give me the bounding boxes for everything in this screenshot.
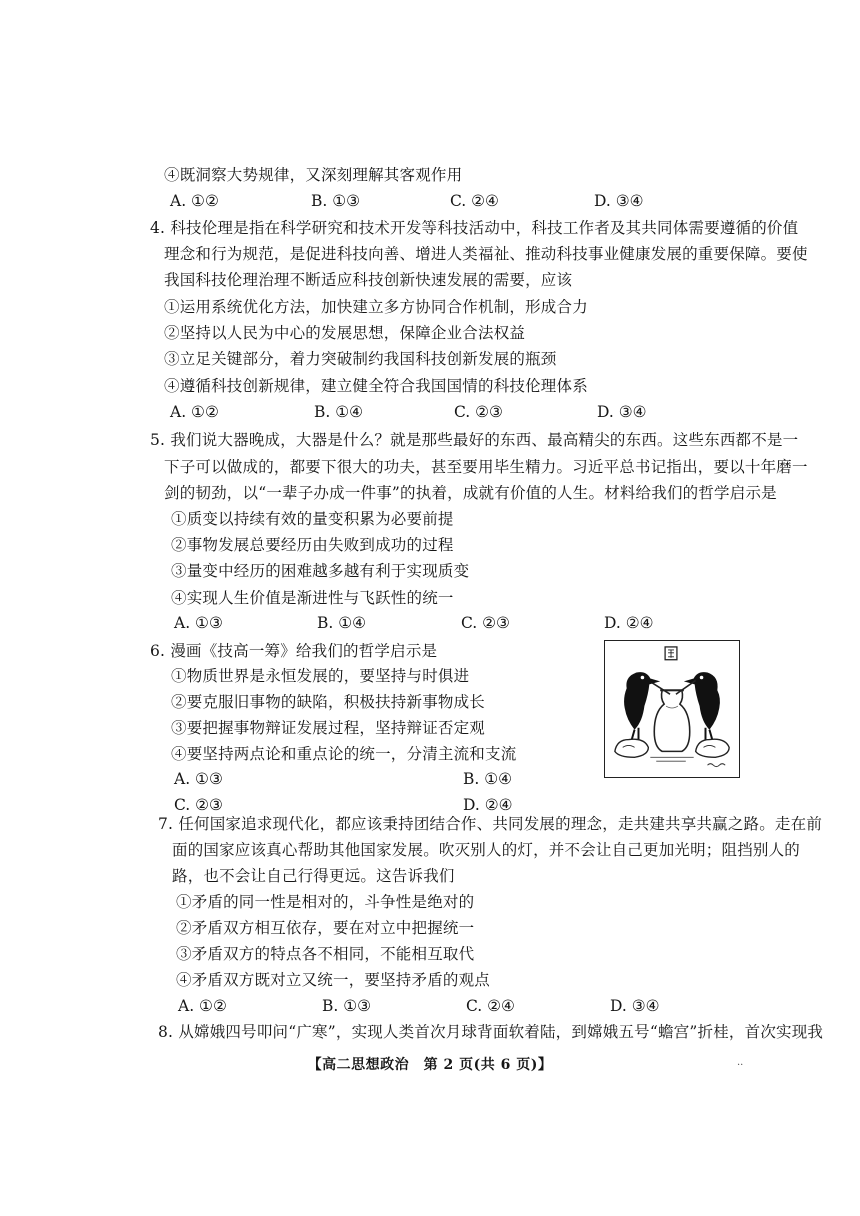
- q6-option-a: A. ①③: [174, 770, 223, 788]
- q4-item-4: ④遵循科技创新规律，建立健全符合我国国情的科技伦理体系: [164, 377, 588, 395]
- q6-item-3: ③要把握事物辩证发展过程，坚持辩证否定观: [171, 719, 486, 737]
- q4-option-c: C. ②③: [454, 403, 503, 421]
- q3-option-c: C. ②④: [450, 192, 499, 210]
- q5-item-3: ③量变中经历的困难越多越有利于实现质变: [171, 562, 470, 580]
- q5-option-d: D. ②④: [604, 614, 654, 632]
- q5-stem-line-3: 剑的韧劲，以“一辈子办成一件事”的执着，成就有价值的人生。材料给我们的哲学启示是: [164, 484, 777, 502]
- q4-stem-line-1: 4. 科技伦理是指在科学研究和技术开发等科技活动中，科技工作者及其共同体需要遵循的价值: [150, 219, 799, 237]
- q6-option-c: C. ②③: [174, 796, 223, 814]
- q6-stem: 6. 漫画《技高一筹》给我们的哲学启示是: [150, 642, 438, 660]
- q3-option-d: D. ③④: [594, 192, 644, 210]
- q3-option-a: A. ①②: [170, 192, 219, 210]
- q7-stem-line-3: 路，也不会让自己行得更远。这告诉我们: [172, 867, 455, 885]
- q3-option-b: B. ①③: [311, 192, 361, 210]
- q5-item-4: ④实现人生价值是渐进性与飞跃性的统一: [171, 589, 454, 607]
- q6-item-2: ②要克服旧事物的缺陷，积极扶持新事物成长: [171, 693, 486, 711]
- q7-option-c: C. ②④: [466, 997, 515, 1015]
- q6-option-d: D. ②④: [463, 796, 513, 814]
- scan-speck: ··: [737, 1060, 744, 1071]
- q4-item-2: ②坚持以人民为中心的发展思想，保障企业合法权益: [164, 324, 526, 342]
- q5-stem-line-1: 5. 我们说大器晚成，大器是什么？就是那些最好的东西、最高精尖的东西。这些东西都不是一: [150, 431, 799, 449]
- q4-option-d: D. ③④: [597, 403, 647, 421]
- q7-item-2: ②矛盾双方相互依存，要在对立中把握统一: [176, 919, 475, 937]
- q6-option-b: B. ①④: [463, 770, 513, 788]
- q7-item-3: ③矛盾双方的特点各不相同，不能相互取代: [176, 945, 475, 963]
- q7-item-1: ①矛盾的同一性是相对的，斗争性是绝对的: [176, 893, 475, 911]
- q5-stem-line-2: 下子可以做成的，都要下很大的功夫，甚至要用毕生精力。习近平总书记指出，要以十年磨一: [164, 458, 808, 476]
- q4-stem-line-3: 我国科技伦理治理不断适应科技创新快速发展的需要，应该: [164, 271, 573, 289]
- q4-option-a: A. ①②: [170, 403, 219, 421]
- q4-item-1: ①运用系统优化方法，加快建立多方协同合作机制，形成合力: [164, 298, 588, 316]
- q6-item-4: ④要坚持两点论和重点论的统一，分清主流和支流: [171, 745, 517, 763]
- page-footer: 【高二思想政治 第 2 页(共 6 页)】: [307, 1057, 553, 1073]
- q4-item-3: ③立足关键部分，着力突破制约我国科技创新发展的瓶颈: [164, 350, 557, 368]
- q5-item-2: ②事物发展总要经历由失败到成功的过程: [171, 536, 454, 554]
- q6-item-1: ①物质世界是永恒发展的，要坚持与时俱进: [171, 667, 470, 685]
- q7-stem-line-2: 面的国家应该真心帮助其他国家发展。吹灭别人的灯，并不会让自己更加光明；阻挡别人的: [172, 841, 801, 859]
- q4-stem-line-2: 理念和行为规范，是促进科技向善、增进人类福祉、推动科技事业健康发展的重要保障。要使: [164, 245, 808, 263]
- q7-option-d: D. ③④: [610, 997, 660, 1015]
- q4-option-b: B. ①④: [314, 403, 364, 421]
- q3-item-4: ④既洞察大势规律，又深刻理解其客观作用: [164, 166, 463, 184]
- q5-option-b: B. ①④: [317, 614, 367, 632]
- two-crows-vase-cartoon-icon: [604, 640, 740, 778]
- q5-option-c: C. ②③: [461, 614, 510, 632]
- q8-stem: 8. 从嫦娥四号叩问“广寒”，实现人类首次月球背面软着陆，到嫦娥五号“蟾宫”折桂，首次实现我: [158, 1023, 824, 1041]
- q7-stem-line-1: 7. 任何国家追求现代化，都应该秉持团结合作、共同发展的理念，走共建共享共赢之路。走在前: [158, 815, 823, 833]
- q7-option-a: A. ①②: [178, 997, 227, 1015]
- q7-option-b: B. ①③: [322, 997, 372, 1015]
- q5-item-1: ①质变以持续有效的量变积累为必要前提: [171, 510, 454, 528]
- q7-item-4: ④矛盾双方既对立又统一，要坚持矛盾的观点: [176, 971, 491, 989]
- q5-option-a: A. ①③: [174, 614, 223, 632]
